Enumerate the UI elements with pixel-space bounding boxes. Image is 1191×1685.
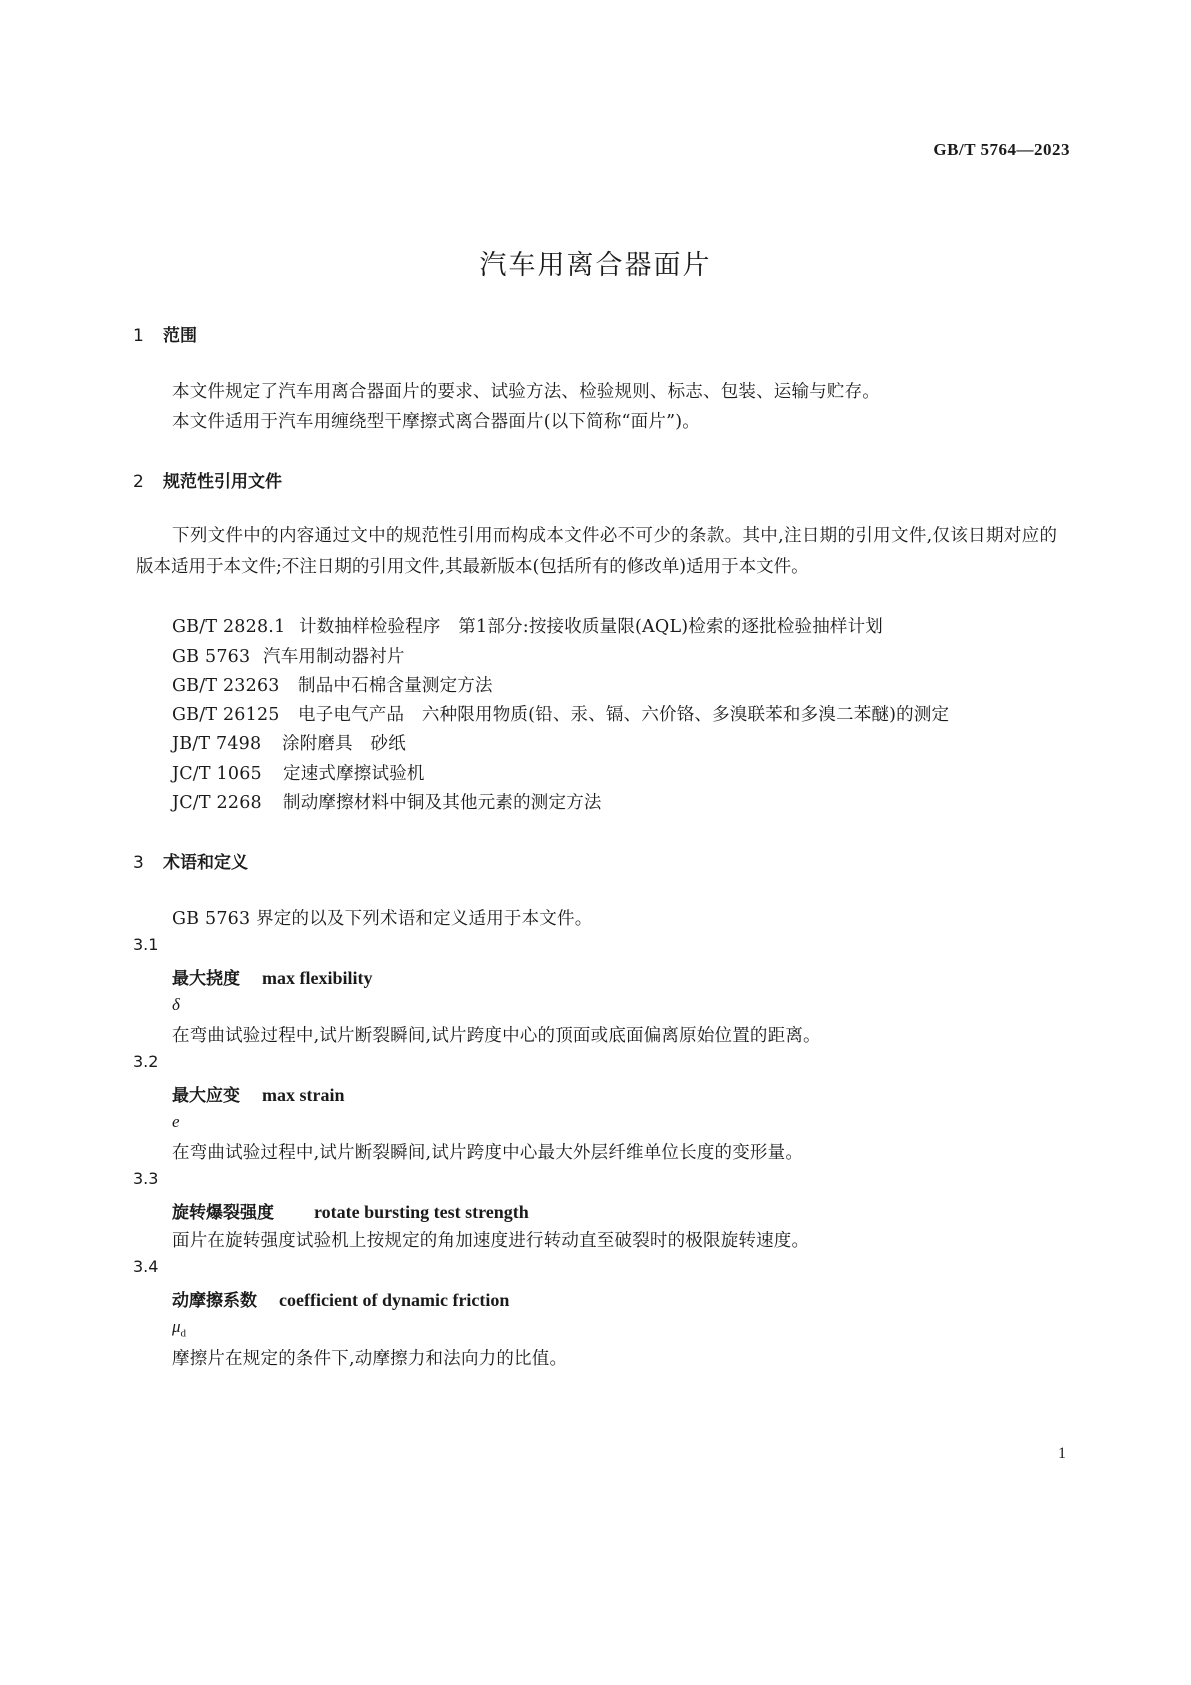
section-title: 术语和定义 bbox=[163, 853, 248, 873]
term-definition: 面片在旋转强度试验机上按规定的角加速度进行转动直至破裂时的极限旋转速度。 bbox=[172, 1231, 810, 1251]
reference-item bbox=[172, 760, 425, 785]
section-title: 范围 bbox=[163, 326, 197, 346]
term-english: max strain bbox=[262, 1085, 345, 1105]
term-number: 3.2 bbox=[133, 1052, 159, 1071]
reference-title: 计数抽样检验程序 第1部分:按接收质量限(AQL)检索的逐批检验抽样计划 bbox=[299, 617, 883, 637]
section-2-heading bbox=[133, 467, 282, 492]
term-symbol: δ bbox=[172, 995, 180, 1014]
reference-code: GB/T 2828.1 bbox=[172, 617, 286, 637]
reference-item bbox=[172, 730, 406, 755]
term-chinese: 最大挠度 bbox=[172, 969, 240, 989]
reference-item bbox=[172, 672, 493, 697]
paragraph: 本文件适用于汽车用缠绕型干摩擦式离合器面片(以下简称“面片”)。 bbox=[172, 412, 700, 432]
term-number: 3.3 bbox=[133, 1169, 159, 1188]
reference-code: GB/T 23263 bbox=[172, 676, 280, 696]
term-heading bbox=[172, 1198, 529, 1223]
term-definition: 摩擦片在规定的条件下,动摩擦力和法向力的比值。 bbox=[172, 1349, 568, 1369]
reference-title: 制品中石棉含量测定方法 bbox=[298, 676, 493, 696]
term-symbol: e bbox=[172, 1112, 180, 1131]
section-title: 规范性引用文件 bbox=[163, 472, 282, 492]
term-symbol bbox=[172, 1317, 186, 1339]
term-chinese: 动摩擦系数 bbox=[172, 1291, 257, 1311]
term-heading bbox=[172, 964, 373, 989]
symbol-main: μ bbox=[172, 1317, 181, 1336]
standard-code: GB/T 5764—2023 bbox=[933, 140, 1070, 159]
reference-item bbox=[172, 701, 949, 726]
term-heading bbox=[172, 1286, 509, 1311]
symbol-subscript: d bbox=[180, 1327, 187, 1340]
reference-title: 汽车用制动器衬片 bbox=[263, 647, 405, 667]
reference-item bbox=[172, 789, 602, 814]
reference-title: 制动摩擦材料中铜及其他元素的测定方法 bbox=[283, 793, 602, 813]
intro-paragraph bbox=[136, 521, 1057, 583]
term-english: max flexibility bbox=[262, 968, 373, 988]
section-3-heading bbox=[133, 848, 248, 873]
reference-title: 定速式摩擦试验机 bbox=[283, 764, 425, 784]
reference-code: JC/T 1065 bbox=[172, 764, 262, 784]
reference-title: 电子电气产品 六种限用物质(铅、汞、镉、六价铬、多溴联苯和多溴二苯醚)的测定 bbox=[298, 705, 950, 725]
term-chinese: 最大应变 bbox=[172, 1086, 240, 1106]
reference-code: GB 5763 bbox=[172, 647, 251, 667]
reference-item bbox=[172, 613, 883, 638]
reference-title: 涂附磨具 砂纸 bbox=[282, 734, 406, 754]
term-definition: 在弯曲试验过程中,试片断裂瞬间,试片跨度中心的顶面或底面偏离原始位置的距离。 bbox=[172, 1026, 821, 1046]
paragraph: GB 5763 界定的以及下列术语和定义适用于本文件。 bbox=[172, 909, 593, 929]
term-definition: 在弯曲试验过程中,试片断裂瞬间,试片跨度中心最大外层纤维单位长度的变形量。 bbox=[172, 1143, 804, 1163]
section-number: 3 bbox=[133, 853, 144, 873]
section-number: 1 bbox=[133, 326, 144, 346]
term-heading bbox=[172, 1081, 345, 1106]
paragraph: 本文件规定了汽车用离合器面片的要求、试验方法、检验规则、标志、包装、运输与贮存。 bbox=[172, 382, 880, 402]
paragraph: 下列文件中的内容通过文中的规范性引用而构成本文件必不可少的条款。其中,注日期的引用文件,仅该日期对应的版本适用于本文件;不注日期的引用文件,其最新版本(包括所有的修改单)适用于本文件。 bbox=[136, 526, 1057, 577]
reference-code: JB/T 7498 bbox=[172, 734, 262, 754]
term-english: coefficient of dynamic friction bbox=[279, 1290, 510, 1310]
reference-code: GB/T 26125 bbox=[172, 705, 280, 725]
term-english: rotate bursting test strength bbox=[314, 1202, 529, 1222]
reference-item bbox=[172, 643, 405, 668]
term-number: 3.4 bbox=[133, 1257, 159, 1276]
page-number: 1 bbox=[1058, 1445, 1066, 1462]
reference-code: JC/T 2268 bbox=[172, 793, 262, 813]
section-number: 2 bbox=[133, 472, 144, 492]
term-chinese: 旋转爆裂强度 bbox=[172, 1203, 274, 1223]
document-title: 汽车用离合器面片 bbox=[479, 250, 712, 281]
section-1-heading bbox=[133, 321, 197, 346]
term-number: 3.1 bbox=[133, 935, 159, 954]
